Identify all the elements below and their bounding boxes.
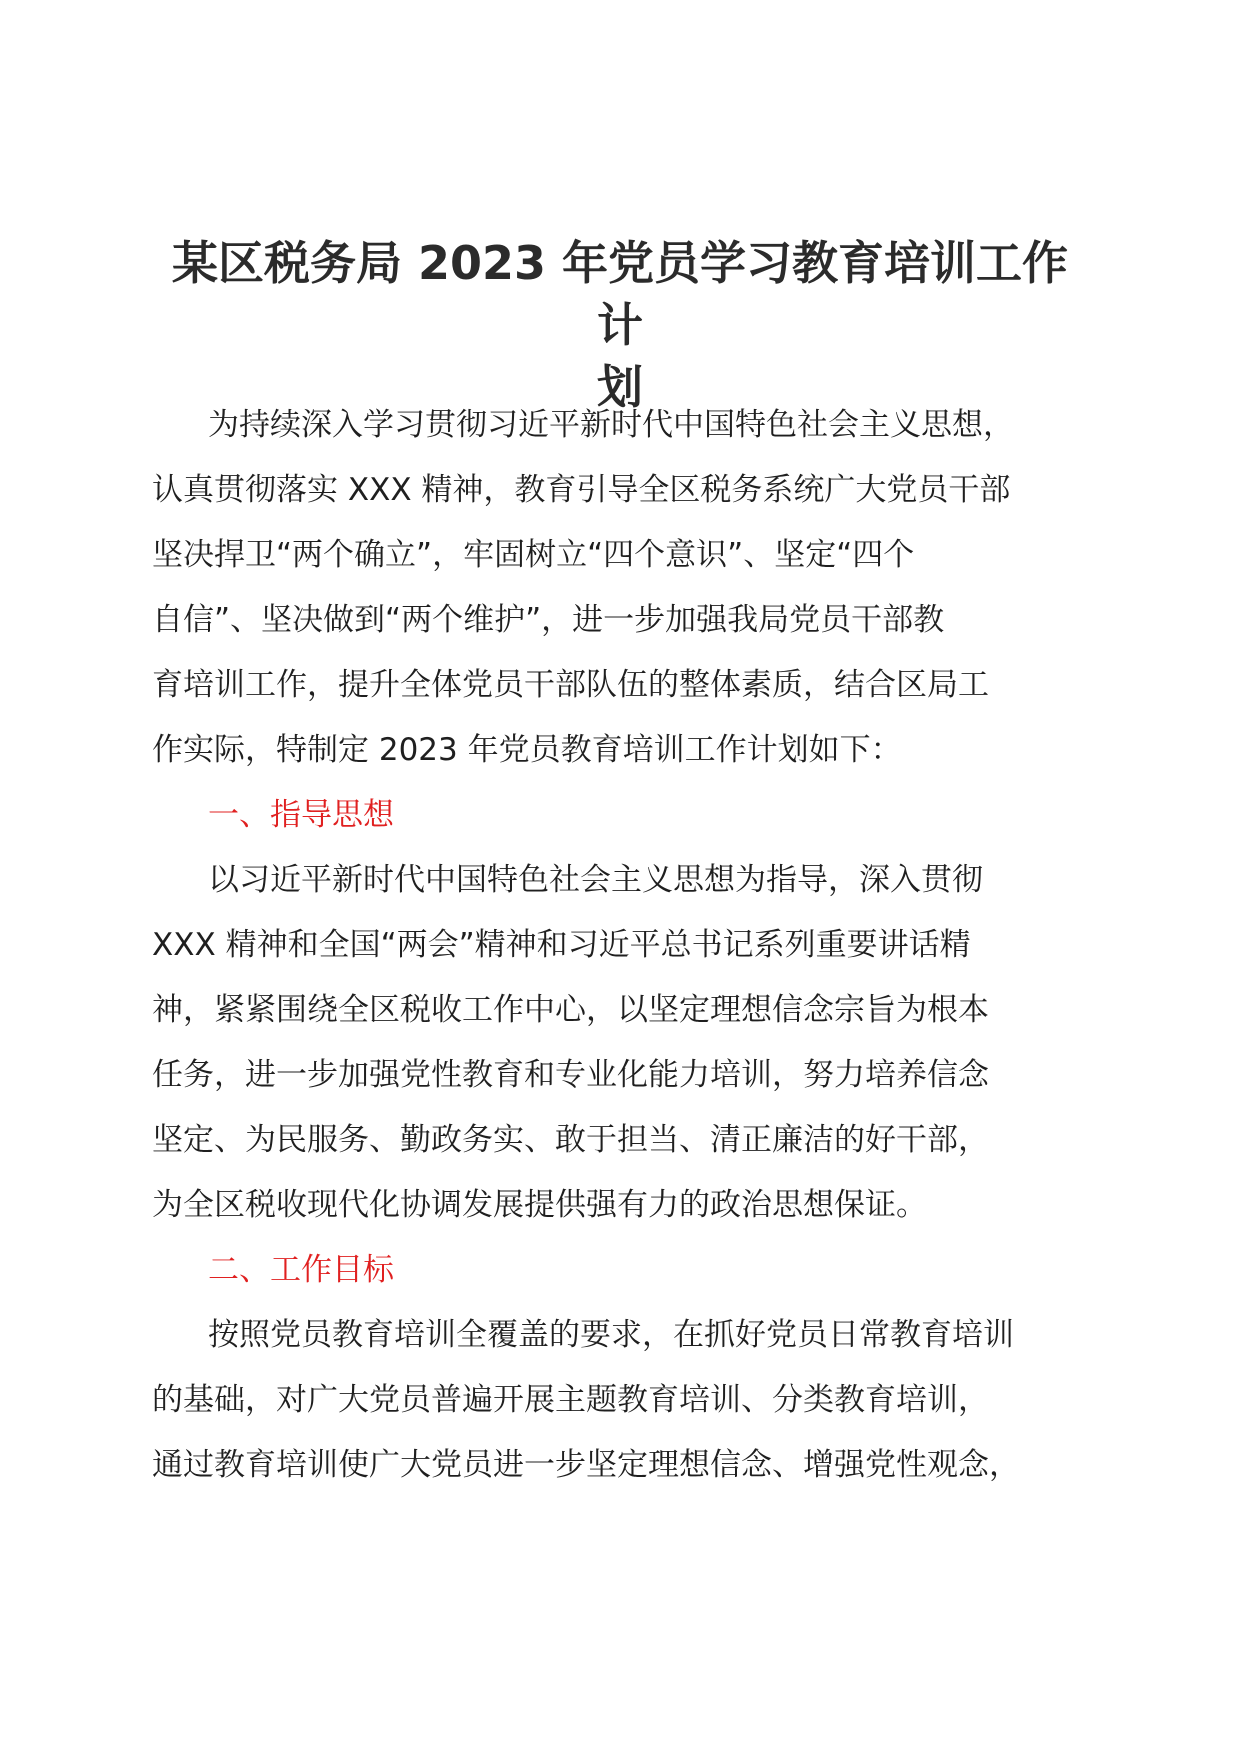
title-line-2: 划 <box>597 360 643 414</box>
intro-line: 育培训工作，提升全体党员干部队伍的整体素质，结合区局工 <box>152 667 989 703</box>
document-title <box>150 232 1090 418</box>
section-heading-work-goals: 二、工作目标 <box>208 1252 394 1288</box>
intro-line: 为持续深入学习贯彻习近平新时代中国特色社会主义思想， <box>208 407 1014 443</box>
section2-line: 按照党员教育培训全覆盖的要求，在抓好党员日常教育培训 <box>208 1317 1014 1353</box>
document-body <box>152 393 1092 1498</box>
section2-line: 的基础，对广大党员普遍开展主题教育培训、分类教育培训， <box>152 1382 989 1418</box>
section1-line: 任务，进一步加强党性教育和专业化能力培训，努力培养信念 <box>152 1057 989 1093</box>
intro-line: 坚决捍卫“两个确立”，牢固树立“四个意识”、坚定“四个 <box>152 537 915 573</box>
section1-line: XXX 精神和全国“两会”精神和习近平总书记系列重要讲话精 <box>152 927 971 963</box>
section1-line: 神，紧紧围绕全区税收工作中心，以坚定理想信念宗旨为根本 <box>152 992 989 1028</box>
intro-line: 认真贯彻落实 XXX 精神，教育引导全区税务系统广大党员干部 <box>152 472 1011 508</box>
section1-line: 以习近平新时代中国特色社会主义思想为指导，深入贯彻 <box>208 862 983 898</box>
title-line-1: 某区税务局 2023 年党员学习教育培训工作计 <box>171 236 1069 352</box>
intro-line: 自信”、坚决做到“两个维护”，进一步加强我局党员干部教 <box>152 602 945 638</box>
section2-line: 通过教育培训使广大党员进一步坚定理想信念、增强党性观念， <box>152 1447 1020 1483</box>
section-heading-guiding-ideology: 一、指导思想 <box>208 797 394 833</box>
intro-line: 作实际，特制定 2023 年党员教育培训工作计划如下： <box>152 732 902 768</box>
section1-line: 坚定、为民服务、勤政务实、敢于担当、清正廉洁的好干部， <box>152 1122 989 1158</box>
section1-line: 为全区税收现代化协调发展提供强有力的政治思想保证。 <box>152 1187 927 1223</box>
